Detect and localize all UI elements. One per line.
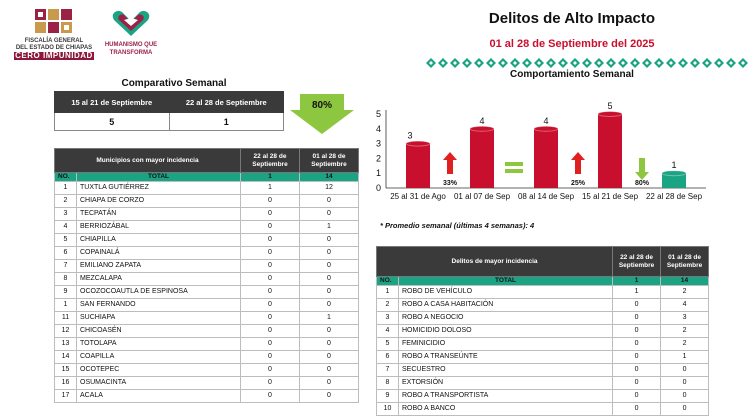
muni-week1-value: 0 bbox=[241, 234, 300, 247]
muni-number: 15 bbox=[55, 364, 77, 377]
muni-row bbox=[55, 221, 359, 234]
bar bbox=[406, 144, 430, 188]
muni-week2-value: 0 bbox=[300, 338, 359, 351]
equal-bar-icon bbox=[505, 169, 523, 173]
crime-week1-value: 0 bbox=[613, 377, 661, 390]
muni-week1-value: 0 bbox=[241, 377, 300, 390]
muni-total-week2: 14 bbox=[300, 173, 359, 182]
muni-row bbox=[55, 325, 359, 338]
crime-number: 8 bbox=[377, 377, 399, 390]
bar-value-label: 4 bbox=[479, 115, 485, 126]
muni-col-week1: 22 al 28 de Septiembre bbox=[241, 149, 300, 173]
crime-col-week2: 01 al 28 de Septiembre bbox=[661, 247, 709, 277]
muni-number: 4 bbox=[55, 221, 77, 234]
muni-name: TUXTLA GUTIÉRREZ bbox=[77, 182, 241, 195]
muni-number: 2 bbox=[55, 195, 77, 208]
crime-week1-value: 0 bbox=[613, 364, 661, 377]
logo-line-3: CERO IMPUNIDAD bbox=[15, 51, 93, 60]
muni-row bbox=[55, 351, 359, 364]
muni-number: 14 bbox=[55, 351, 77, 364]
increase-arrow-icon bbox=[443, 152, 457, 174]
weekly-title: Comparativo Semanal bbox=[121, 78, 227, 89]
change-label: 80% bbox=[634, 180, 650, 187]
crime-row bbox=[377, 377, 709, 390]
y-tick-label: 3 bbox=[375, 138, 381, 149]
muni-week2-value: 1 bbox=[300, 312, 359, 325]
decrease-arrow-icon bbox=[635, 158, 649, 180]
muni-week2-value: 0 bbox=[300, 377, 359, 390]
y-tick-label: 4 bbox=[375, 123, 381, 134]
crime-number: 9 bbox=[377, 390, 399, 403]
muni-week1-value: 0 bbox=[241, 208, 300, 221]
muni-name: COAPILLA bbox=[77, 351, 241, 364]
logo-line-2: DEL ESTADO DE CHIAPAS bbox=[15, 45, 93, 51]
x-tick-label: 01 al 07 de Sep bbox=[453, 192, 511, 201]
muni-row bbox=[55, 390, 359, 403]
muni-week1-value: 0 bbox=[241, 273, 300, 286]
humanismo-logo bbox=[100, 8, 162, 60]
muni-number: 6 bbox=[55, 247, 77, 260]
crime-week2-value: 0 bbox=[661, 377, 709, 390]
crime-number: 10 bbox=[377, 403, 399, 416]
crime-number: 7 bbox=[377, 364, 399, 377]
crime-row bbox=[377, 286, 709, 299]
heart-emblem-icon bbox=[110, 8, 152, 38]
crime-week1-value: 0 bbox=[613, 312, 661, 325]
logo2-line-2: TRANSFORMA bbox=[109, 50, 153, 56]
change-label: 25% bbox=[570, 180, 586, 187]
bar bbox=[598, 114, 622, 188]
muni-week2-value: 0 bbox=[300, 195, 359, 208]
x-tick-label: 25 al 31 de Ago bbox=[390, 192, 446, 201]
crime-row bbox=[377, 351, 709, 364]
crime-total-no: NO. bbox=[377, 277, 399, 286]
weekly-value-2: 1 bbox=[169, 113, 284, 131]
crime-week2-value: 3 bbox=[661, 312, 709, 325]
muni-number: 12 bbox=[55, 325, 77, 338]
muni-name: OCOTEPEC bbox=[77, 364, 241, 377]
crime-name: ROBO A TRANSPORTISTA bbox=[399, 390, 613, 403]
muni-row bbox=[55, 338, 359, 351]
muni-total-row bbox=[55, 173, 359, 182]
crime-week1-value: 0 bbox=[613, 325, 661, 338]
chart-title: Comportamiento Semanal bbox=[510, 69, 634, 80]
crime-name: ROBO DE VEHÍCULO bbox=[399, 286, 613, 299]
bar bbox=[470, 129, 494, 188]
crime-week1-value: 1 bbox=[613, 286, 661, 299]
x-tick-label: 22 al 28 de Sep bbox=[645, 192, 703, 201]
muni-week1-value: 0 bbox=[241, 364, 300, 377]
muni-week2-value: 0 bbox=[300, 299, 359, 312]
y-tick-label: 5 bbox=[375, 109, 381, 119]
crime-total-week2: 14 bbox=[661, 277, 709, 286]
muni-name: CHIAPILLA bbox=[77, 234, 241, 247]
crime-name: SECUESTRO bbox=[399, 364, 613, 377]
muni-number: 16 bbox=[55, 377, 77, 390]
muni-week2-value: 0 bbox=[300, 260, 359, 273]
logo-line-1: FISCALÍA GENERAL bbox=[24, 38, 84, 44]
crime-week2-value: 2 bbox=[661, 286, 709, 299]
muni-total-week1: 1 bbox=[241, 173, 300, 182]
municipalities-table bbox=[54, 148, 359, 403]
muni-row bbox=[55, 377, 359, 390]
crime-week2-value: 0 bbox=[661, 390, 709, 403]
muni-name: ACALA bbox=[77, 390, 241, 403]
muni-week2-value: 0 bbox=[300, 247, 359, 260]
muni-name: CHIAPA DE CORZO bbox=[77, 195, 241, 208]
crime-week1-value: 0 bbox=[613, 299, 661, 312]
muni-name: BERRIOZÁBAL bbox=[77, 221, 241, 234]
weekly-value-1: 5 bbox=[55, 113, 170, 131]
crime-name: ROBO A CASA HABITACIÓN bbox=[399, 299, 613, 312]
crime-row bbox=[377, 364, 709, 377]
muni-number: 3 bbox=[55, 208, 77, 221]
muni-name: TECPATÁN bbox=[77, 208, 241, 221]
muni-name: MEZCALAPA bbox=[77, 273, 241, 286]
muni-row bbox=[55, 273, 359, 286]
crime-total-label: TOTAL bbox=[399, 277, 613, 286]
crime-row bbox=[377, 299, 709, 312]
muni-name: CHICOASÉN bbox=[77, 325, 241, 338]
crime-row bbox=[377, 312, 709, 325]
crime-row bbox=[377, 390, 709, 403]
muni-week2-value: 0 bbox=[300, 364, 359, 377]
muni-total-no: NO. bbox=[55, 173, 77, 182]
muni-week2-value: 0 bbox=[300, 208, 359, 221]
muni-row bbox=[55, 195, 359, 208]
muni-row bbox=[55, 182, 359, 195]
decorative-band-icon bbox=[425, 57, 748, 69]
crime-week2-value: 2 bbox=[661, 338, 709, 351]
y-tick-label: 0 bbox=[375, 183, 381, 193]
crime-name: EXTORSIÓN bbox=[399, 377, 613, 390]
crime-number: 3 bbox=[377, 312, 399, 325]
bar-top bbox=[598, 112, 622, 117]
weekly-col-2: 22 al 28 de Septiembre bbox=[169, 92, 284, 113]
weekly-bar-chart bbox=[370, 82, 710, 208]
muni-number: 7 bbox=[55, 260, 77, 273]
muni-number: 1 bbox=[55, 182, 77, 195]
crime-name: ROBO A TRANSEÚNTE bbox=[399, 351, 613, 364]
crime-number: 5 bbox=[377, 338, 399, 351]
muni-name: EMILIANO ZAPATA bbox=[77, 260, 241, 273]
muni-week1-value: 0 bbox=[241, 286, 300, 299]
crime-number: 1 bbox=[377, 286, 399, 299]
decrease-arrow-icon bbox=[290, 94, 354, 134]
muni-week2-value: 12 bbox=[300, 182, 359, 195]
muni-row bbox=[55, 286, 359, 299]
muni-row bbox=[55, 260, 359, 273]
muni-week1-value: 0 bbox=[241, 351, 300, 364]
page-title: Delitos de Alto Impacto bbox=[488, 10, 656, 27]
muni-name: SUCHIAPA bbox=[77, 312, 241, 325]
weekly-change-label: 80% bbox=[311, 100, 333, 111]
muni-name: COPAINALÁ bbox=[77, 247, 241, 260]
crime-week1-value: 0 bbox=[613, 403, 661, 416]
bar-top bbox=[534, 126, 558, 131]
bar-value-label: 5 bbox=[607, 101, 613, 111]
crime-total-row bbox=[377, 277, 709, 286]
crime-name: HOMICIDIO DOLOSO bbox=[399, 325, 613, 338]
muni-number: 8 bbox=[55, 273, 77, 286]
muni-col-week2: 01 al 28 de Septiembre bbox=[300, 149, 359, 173]
muni-week2-value: 0 bbox=[300, 325, 359, 338]
muni-row bbox=[55, 208, 359, 221]
date-range: 01 al 28 de Septiembre del 2025 bbox=[489, 38, 655, 50]
crime-number: 2 bbox=[377, 299, 399, 312]
muni-week2-value: 0 bbox=[300, 234, 359, 247]
crime-total-week1: 1 bbox=[613, 277, 661, 286]
crimes-table bbox=[376, 246, 709, 416]
bar-value-label: 4 bbox=[543, 115, 549, 126]
crime-row bbox=[377, 325, 709, 338]
y-tick-label: 2 bbox=[375, 153, 381, 164]
muni-col-name: Municipios con mayor incidencia bbox=[55, 149, 241, 173]
x-tick-label: 15 al 21 de Sep bbox=[581, 192, 639, 201]
muni-name: OSUMACINTA bbox=[77, 377, 241, 390]
bar-top bbox=[662, 171, 686, 176]
muni-week1-value: 0 bbox=[241, 260, 300, 273]
muni-week2-value: 1 bbox=[300, 221, 359, 234]
muni-week2-value: 0 bbox=[300, 351, 359, 364]
muni-week2-value: 0 bbox=[300, 286, 359, 299]
muni-row bbox=[55, 312, 359, 325]
crime-row bbox=[377, 403, 709, 416]
crime-name: ROBO A BANCO bbox=[399, 403, 613, 416]
crime-week2-value: 0 bbox=[661, 403, 709, 416]
muni-name: TOTOLAPA bbox=[77, 338, 241, 351]
y-tick-label: 1 bbox=[375, 168, 381, 179]
bar bbox=[534, 129, 558, 188]
muni-number: 1 bbox=[55, 299, 77, 312]
fiscalia-emblem-icon bbox=[34, 8, 74, 36]
crime-week1-value: 0 bbox=[613, 390, 661, 403]
muni-row bbox=[55, 234, 359, 247]
crime-number: 4 bbox=[377, 325, 399, 338]
muni-week1-value: 0 bbox=[241, 312, 300, 325]
muni-week1-value: 0 bbox=[241, 390, 300, 403]
bar-top bbox=[470, 126, 494, 131]
weekly-comparison-table bbox=[54, 91, 284, 131]
muni-week1-value: 1 bbox=[241, 182, 300, 195]
muni-number: 11 bbox=[55, 312, 77, 325]
muni-number: 9 bbox=[55, 286, 77, 299]
muni-total-label: TOTAL bbox=[77, 173, 241, 182]
crime-row bbox=[377, 338, 709, 351]
weekly-col-1: 15 al 21 de Septiembre bbox=[55, 92, 170, 113]
muni-week2-value: 0 bbox=[300, 390, 359, 403]
fiscalia-logo bbox=[14, 8, 94, 60]
muni-week1-value: 0 bbox=[241, 247, 300, 260]
muni-week2-value: 0 bbox=[300, 273, 359, 286]
muni-week1-value: 0 bbox=[241, 325, 300, 338]
change-label: 33% bbox=[442, 180, 458, 187]
bar-value-label: 3 bbox=[407, 130, 413, 141]
muni-week1-value: 0 bbox=[241, 338, 300, 351]
crime-week2-value: 1 bbox=[661, 351, 709, 364]
muni-week1-value: 0 bbox=[241, 195, 300, 208]
muni-row bbox=[55, 299, 359, 312]
crime-name: FEMINICIDIO bbox=[399, 338, 613, 351]
bar-value-label: 1 bbox=[671, 160, 677, 171]
crime-col-week1: 22 al 28 de Septiembre bbox=[613, 247, 661, 277]
bar-top bbox=[406, 141, 430, 146]
muni-week1-value: 0 bbox=[241, 221, 300, 234]
crime-week2-value: 2 bbox=[661, 325, 709, 338]
crime-col-name: Delitos de mayor incidencia bbox=[377, 247, 613, 277]
average-note: * Promedio semanal (últimas 4 semanas): 4 bbox=[380, 221, 535, 230]
crime-number: 6 bbox=[377, 351, 399, 364]
crime-week1-value: 0 bbox=[613, 351, 661, 364]
muni-week1-value: 0 bbox=[241, 299, 300, 312]
logo2-line-1: HUMANISMO QUE bbox=[104, 42, 158, 48]
muni-name: OCOZOCOAUTLA DE ESPINOSA bbox=[77, 286, 241, 299]
crime-week1-value: 0 bbox=[613, 338, 661, 351]
muni-number: 17 bbox=[55, 390, 77, 403]
equal-bar-icon bbox=[505, 162, 523, 166]
crime-week2-value: 4 bbox=[661, 299, 709, 312]
crime-name: ROBO A NEGOCIO bbox=[399, 312, 613, 325]
muni-name: SAN FERNANDO bbox=[77, 299, 241, 312]
muni-row bbox=[55, 364, 359, 377]
crime-week2-value: 0 bbox=[661, 364, 709, 377]
x-tick-label: 08 al 14 de Sep bbox=[517, 192, 575, 201]
muni-number: 5 bbox=[55, 234, 77, 247]
muni-number: 13 bbox=[55, 338, 77, 351]
increase-arrow-icon bbox=[571, 152, 585, 174]
muni-row bbox=[55, 247, 359, 260]
